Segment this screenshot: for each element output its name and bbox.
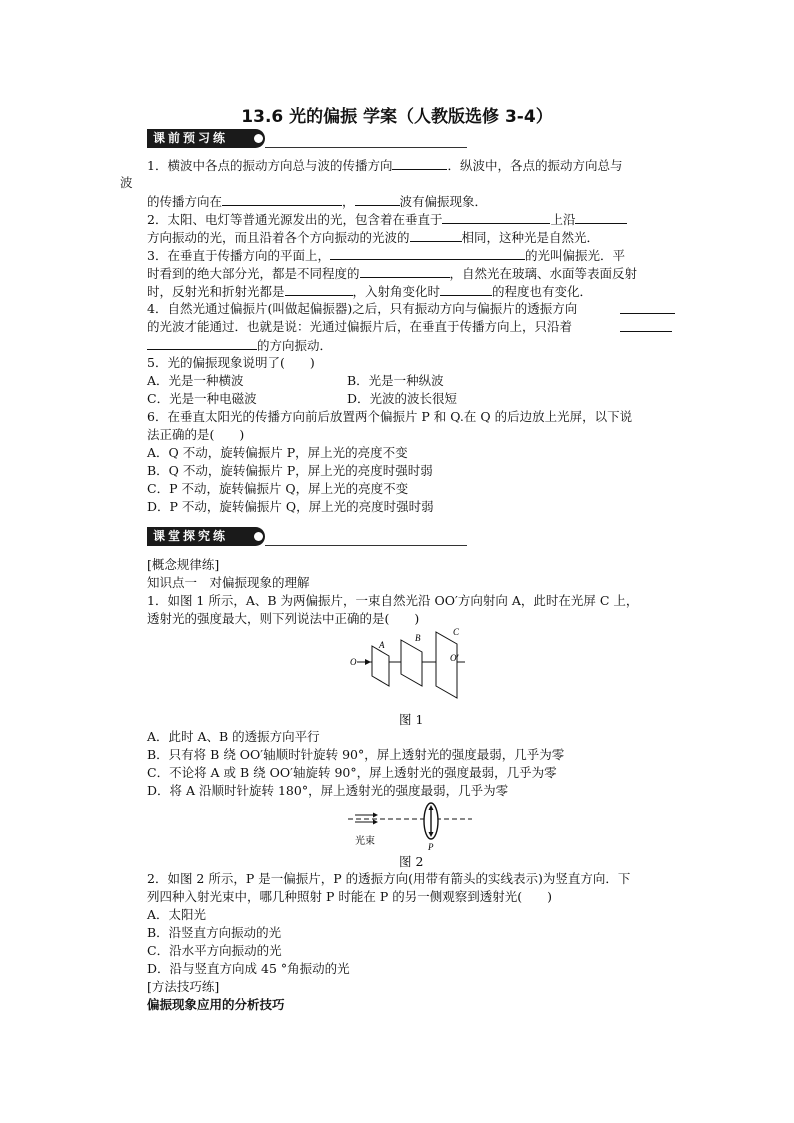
- option-B: B．只有将 B 绕 OO′轴顺时针旋转 90°，屏上透射光的强度最弱，几乎为零: [147, 747, 565, 762]
- question-line: 1．如图 1 所示，A、B 为两偏振片，一束自然光沿 OO′方向射向 A，此时在光屏 C 上，: [147, 593, 639, 608]
- section-banner-preview: [147, 129, 467, 149]
- figure-1-polarizers: [345, 628, 475, 702]
- option-C: C．P 不动，旋转偏振片 Q，屏上光的亮度不变: [147, 481, 409, 496]
- figure-2-caption: 图 2: [399, 854, 424, 869]
- question-line: 波: [120, 175, 133, 190]
- question-line: 法正确的是( ): [147, 427, 245, 442]
- option-D: D．沿与竖直方向成 45 °角振动的光: [147, 961, 350, 976]
- option-B: B．Q 不动，旋转偏振片 P，屏上光的亮度时强时弱: [147, 463, 433, 478]
- fig1-label-a: A: [379, 640, 385, 650]
- option-C: C．光是一种电磁波: [147, 391, 257, 406]
- answer-blank: [620, 300, 675, 319]
- option-D: D．P 不动，旋转偏振片 Q，屏上光的亮度时强时弱: [147, 499, 434, 514]
- question-line: 5．光的偏振现象说明了( ): [147, 355, 315, 370]
- option-C: C．不论将 A 或 B 绕 OO′轴旋转 90°，屏上透射光的强度最弱，几乎为零: [147, 765, 557, 780]
- section-heading: [方法技巧练]: [147, 979, 220, 994]
- knowledge-point: 知识点一 对偏振现象的理解: [147, 575, 310, 590]
- fig2-label-p: P: [428, 842, 434, 852]
- option-B: B．光是一种纵波: [347, 373, 444, 388]
- banner-label: 课前预习练: [147, 129, 265, 148]
- figure-2-polarizer: [345, 800, 475, 852]
- technique-heading: 偏振现象应用的分析技巧: [147, 997, 285, 1012]
- question-line: 时看到的绝大部分光，都是不同程度的 ，自然光在玻璃、水面等表面反射: [147, 266, 638, 281]
- divider: [265, 147, 467, 148]
- fig1-label-o: O: [350, 657, 357, 667]
- bullet-dot-icon: [254, 134, 263, 143]
- banner-label: 课堂探究练: [147, 527, 265, 546]
- question-line: 3．在垂直于传播方向的平面上， 的光叫偏振光．平: [147, 248, 625, 263]
- question-line: 2．如图 2 所示，P 是一偏振片，P 的透振方向(用带有箭头的实线表示)为竖直方向．下: [147, 871, 631, 886]
- option-D: D．将 A 沿顺时针旋转 180°，屏上透射光的强度最弱，几乎为零: [147, 783, 509, 798]
- question-line: 列四种入射光束中，哪几种照射 P 时能在 P 的另一侧观察到透射光( ): [147, 889, 552, 904]
- fig1-label-b: B: [415, 633, 421, 643]
- page-title: 13.6 光的偏振 学案（人教版选修 3-4）: [241, 107, 553, 127]
- question-line: 透射光的强度最大，则下列说法中正确的是( ): [147, 611, 420, 626]
- question-line: 4．自然光通过偏振片(叫做起偏振器)之后，只有振动方向与偏振片的透振方向: [147, 301, 578, 316]
- section-banner-class: [147, 527, 467, 547]
- answer-blank: [620, 318, 672, 337]
- option-C: C．沿水平方向振动的光: [147, 943, 282, 958]
- question-line: 6．在垂直太阳光的传播方向前后放置两个偏振片 P 和 Q.在 Q 的后边放上光屏，以下说: [147, 409, 633, 424]
- option-A: A．光是一种横波: [147, 373, 244, 388]
- bullet-dot-icon: [254, 532, 263, 541]
- option-A: A．Q 不动，旋转偏振片 P，屏上光的亮度不变: [147, 445, 408, 460]
- option-D: D．光波的波长很短: [347, 391, 458, 406]
- section-heading: [概念规律练]: [147, 557, 220, 572]
- divider: [265, 545, 467, 546]
- question-line: 1．横波中各点的振动方向总与波的传播方向 ．纵波中，各点的振动方向总与: [147, 158, 623, 173]
- option-A: A．太阳光: [147, 907, 207, 922]
- fig2-label-beam: 光束: [355, 836, 375, 847]
- question-line: 时，反射光和折射光都是 ，入射角变化时 的程度也有变化．: [147, 284, 593, 299]
- question-line: 2．太阳、电灯等普通光源发出的光，包含着在垂直于 上沿: [147, 210, 627, 229]
- question-line: 方向振动的光，而且沿着各个方向振动的光波的 相同，这种光是自然光．: [147, 230, 600, 245]
- figure-1-caption: 图 1: [399, 712, 424, 727]
- fig1-label-o2: O′: [450, 653, 459, 663]
- question-line: 的传播方向在 ， 波有偏振现象．: [147, 194, 488, 209]
- option-A: A．此时 A、B 的透振方向平行: [147, 729, 320, 744]
- question-line: 的光波才能通过．也就是说：光通过偏振片后，在垂直于传播方向上，只沿着: [147, 319, 573, 334]
- option-B: B．沿竖直方向振动的光: [147, 925, 282, 940]
- fig1-label-c: C: [453, 628, 460, 637]
- question-line: 的方向振动．: [147, 336, 332, 355]
